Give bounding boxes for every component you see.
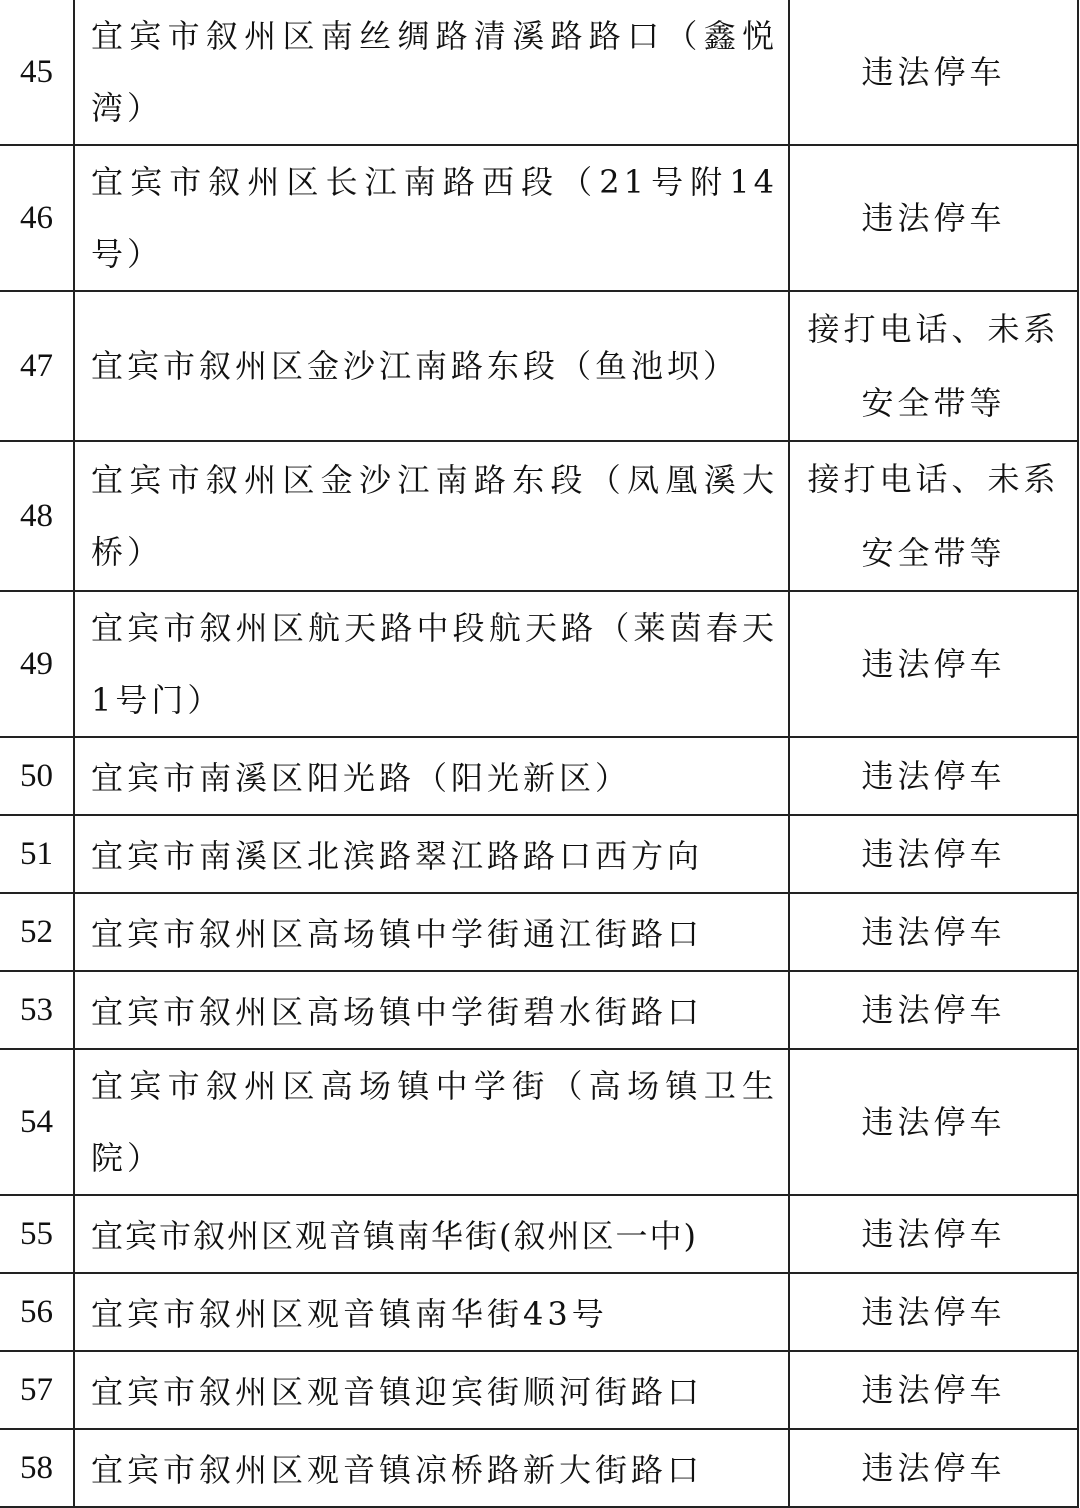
table-row [0,737,1078,815]
row-number: 54 [0,1049,74,1195]
violation-type-cell: 违法停车 [789,737,1078,815]
violation-type-cell: 违法停车 [789,0,1078,145]
location-cell: 宜宾市叙州区金沙江南路东段（凤凰溪大桥） [74,441,789,591]
location-cell: 宜宾市叙州区长江南路西段（21号附14号） [74,145,789,291]
violation-type-cell: 违法停车 [789,893,1078,971]
table-row [0,971,1078,1049]
violation-type-cell: 违法停车 [789,1195,1078,1273]
table-row [0,1429,1078,1507]
violation-type-cell: 违法停车 [789,591,1078,737]
violation-type-cell: 违法停车 [789,815,1078,893]
row-number: 50 [0,737,74,815]
row-number: 45 [0,0,74,145]
violation-type-cell: 违法停车 [789,971,1078,1049]
location-cell: 宜宾市叙州区高场镇中学街碧水街路口 [74,971,789,1049]
location-cell: 宜宾市叙州区观音镇凉桥路新大街路口 [74,1429,789,1507]
table-row [0,591,1078,737]
table-row [0,291,1078,441]
violation-type-cell: 违法停车 [789,1273,1078,1351]
location-cell: 宜宾市叙州区金沙江南路东段（鱼池坝） [74,291,789,441]
row-number: 55 [0,1195,74,1273]
table-row [0,1351,1078,1429]
location-cell: 宜宾市南溪区北滨路翠江路路口西方向 [74,815,789,893]
table-row [0,1049,1078,1195]
row-number: 52 [0,893,74,971]
table-row [0,815,1078,893]
location-cell: 宜宾市叙州区航天路中段航天路（莱茵春天1号门） [74,591,789,737]
violation-type-cell: 违法停车 [789,145,1078,291]
location-cell: 宜宾市叙州区观音镇南华街(叙州区一中) [74,1195,789,1273]
row-number: 46 [0,145,74,291]
table-row [0,1195,1078,1273]
row-number: 53 [0,971,74,1049]
violation-type-cell: 接打电话、未系安全带等 [789,441,1078,591]
violation-type-cell: 接打电话、未系安全带等 [789,291,1078,441]
table-row [0,0,1078,145]
violation-type-cell: 违法停车 [789,1429,1078,1507]
row-number: 57 [0,1351,74,1429]
location-cell: 宜宾市南溪区阳光路（阳光新区） [74,737,789,815]
row-number: 56 [0,1273,74,1351]
violation-type-cell: 违法停车 [789,1049,1078,1195]
location-cell: 宜宾市叙州区高场镇中学街（高场镇卫生院） [74,1049,789,1195]
row-number: 51 [0,815,74,893]
location-cell: 宜宾市叙州区高场镇中学街通江街路口 [74,893,789,971]
table-row [0,145,1078,291]
location-cell: 宜宾市叙州区南丝绸路清溪路路口（鑫悦湾） [74,0,789,145]
location-cell: 宜宾市叙州区观音镇迎宾街顺河街路口 [74,1351,789,1429]
table-row [0,1273,1078,1351]
location-cell: 宜宾市叙州区观音镇南华街43号 [74,1273,789,1351]
row-number: 58 [0,1429,74,1507]
violation-type-cell: 违法停车 [789,1351,1078,1429]
table-row [0,893,1078,971]
row-number: 47 [0,291,74,441]
table-row [0,441,1078,591]
row-number: 48 [0,441,74,591]
row-number: 49 [0,591,74,737]
